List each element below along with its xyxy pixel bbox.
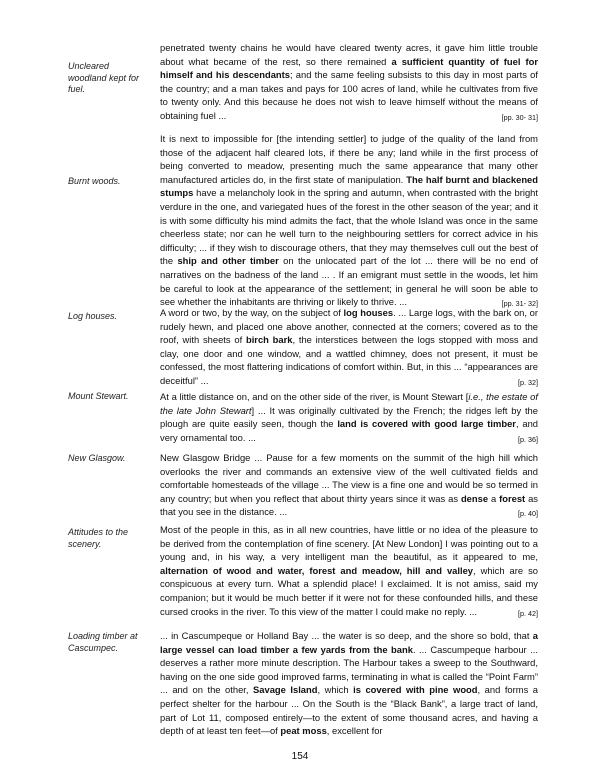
margin-note: Burnt woods. (68, 176, 121, 186)
text-run: , the interstices between the logs stopped with moss and clay, one door and one window, and a wattled chimney, does not present, it must be confessed, the most flattering indications of comfort within. But, in this ... “appearances are deceitful” ... (160, 334, 539, 386)
bold-phrase: birch bark (245, 334, 293, 346)
page-citation: [p. 32] (518, 377, 538, 387)
page-number: 154 (291, 751, 309, 762)
body-paragraph (160, 451, 538, 521)
bold-phrase: The half burnt and blackened stumps (160, 173, 538, 199)
page-citation: [p. 36] (518, 434, 538, 444)
body-paragraph (160, 306, 538, 390)
text-run: . ... Cascumpeque harbour ... deserves a rather more minute description. The Harbour takes a sweep to the Southward, having on the one side good improved farms, terminating in what is called the “Point Farm” ... and on the other, (160, 643, 538, 696)
text-run: At a little distance on, and on the other side of the river, is Mount Stewart [ (160, 391, 469, 402)
body-paragraph (160, 132, 538, 311)
text-run: A word or two, by the way, on the subject of (160, 307, 344, 318)
italic-phrase: i.e., the estate of the late John Stewart (160, 391, 538, 416)
text-run: New Glasgow Bridge ... Pause for a few moments on the summit of the high hill which overlooks the river and commands an extensive view of the well cultivated fields and comfortable homesteads of the village ... The view is a fine one and would be so termed in any country; but when you reflect that about thirty years since it was as (160, 452, 538, 504)
body-paragraph (160, 523, 538, 620)
bold-phrase: alternation of wood and water, forest and meadow, hill and valley (160, 564, 474, 576)
text-run: Most of the people in this, as in all new countries, have little or no idea of the pleasure to be derived from the contemplation of fine scenery. [At New London] I was pointing out to a young and, in his way, a very intelligent man the beautiful, as it appeared to me, (160, 524, 538, 563)
text-run: , excellent for (326, 725, 383, 737)
text-run: , and very ornamental too. ... (160, 418, 538, 443)
margin-note: Attitudes to the scenery. (68, 527, 129, 549)
text-run: have a melancholy look in the spring and autumn, when contrasted with the bright verdure in the one, and variegated hues of the forest in the other season of the year; and it is with some difficulty his mind admits the fact, that the whole Island was once in the same cheerless state; nor can he well turn to the neighbouring settlers for correct advice in his difficulty; ... if they wish to discourage others, that they may themselves cull out the best of the (160, 187, 538, 267)
text-run: ; and the same feeling subsists to this day in most parts of the country; and a man takes and pays for 100 acres of land, while he cultivates from five to twenty only. And this because he does not wish to leave himself without the means of obtaining fuel ... (160, 69, 538, 121)
bold-phrase: a large vessel can load timber a few yards from the bank (160, 630, 538, 655)
page-citation: [pp. 30- 31] (501, 112, 538, 122)
text-run: penetrated twenty chains he would have cleared twenty acres, it gave him little trouble about what became of the rest, so there remained (160, 42, 538, 67)
text-run: as that you see in the distance. ... (160, 492, 538, 518)
text-run: a (488, 492, 500, 504)
bold-phrase: Savage Island (253, 684, 318, 696)
margin-note: Loading timber at Cascumpec. (68, 631, 138, 653)
body-paragraph (160, 390, 538, 446)
text-run: , which (317, 684, 354, 696)
text-run: ] ... It was originally cultivated by the French; the ridges left by the plough are quite easily seen, though the (160, 404, 538, 430)
text-run: . ... Large logs, with the bark on, or rudely hewn, and placed one above another, connected at the corners; covered as to the roof, with sheets of (160, 307, 538, 346)
text-run: It is next to impossible for [the intending settler] to judge of the quality of the land from those of the adjacent half cleared lots, if there be any; land while in the first process of being converted to meadow, presenting much the same appearance that many other manufactured articles do, in the first state of manipulation. (160, 133, 538, 185)
text-run: ... in Cascumpeque or Holland Bay ... the water is so deep, and the shore so bold, that (160, 630, 533, 641)
text-run: on the unlocated part of the lot ... there will be no end of narratives on the badness of the land ... . If an emigrant must settle in the woods, let him be careful to look at the appearance of the settlement; in general he will soon be able to see whether the inhabitants are thriving or likely to thrive. ... (160, 255, 539, 308)
margin-note: Uncleared woodland kept for fuel. (68, 61, 140, 94)
margin-note: Log houses. (68, 311, 118, 321)
margin-note: New Glasgow. (68, 453, 126, 463)
bold-phrase: dense (460, 492, 489, 504)
page-citation: [p. 40] (518, 509, 538, 519)
page-citation: [p. 42] (518, 608, 538, 618)
bold-phrase: land is covered with good large timber (337, 418, 516, 430)
bold-phrase: ship and other timber (177, 255, 279, 267)
margin-note: Mount Stewart. (68, 391, 129, 401)
page-citation: [pp. 31- 32] (501, 299, 538, 309)
body-paragraph (160, 629, 538, 738)
text-run: , which are so conspicuous at every turn. What a splendid place! I exclaimed. It is not amiss, said my companion; but it would be much better if it were not for these confounded hills, and these cursed crooks in the river. To this view of the matter I could make no reply. ... (160, 564, 538, 617)
text-run: , and forms a perfect shelter for the harbour ... On the South is the “Black Bank”, a large tract of land, part of Lot 11, composed entirely—to the extent of some thousand acres, and having a depth of at least ten feet—of (160, 684, 538, 737)
body-paragraph (160, 41, 538, 125)
bold-phrase: is covered with pine wood (353, 684, 478, 696)
bold-phrase: forest (499, 492, 526, 504)
bold-phrase: a sufficient quantity of fuel for himself and his descendants (160, 55, 538, 81)
bold-phrase: log houses (343, 307, 394, 318)
bold-phrase: peat moss (280, 725, 327, 737)
